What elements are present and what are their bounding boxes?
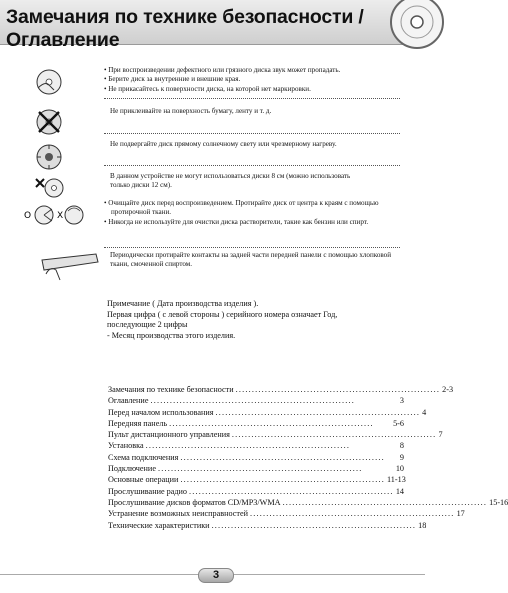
divider (104, 165, 400, 166)
no-sticker-icon (34, 108, 64, 136)
svg-text:O: O (24, 211, 32, 221)
toc-entry[interactable]: Схема подключения ............................................................... 9 (108, 452, 404, 462)
safety-block-1: • При воспроизведении дефектного или грязного диска звук может пропадать. • Берите диск за внутренние и внешние края. • Не прикасайтесь к поверхности диска, на которой нет маркировки. (104, 66, 341, 93)
toc-entry[interactable]: Технические характеристики ............................................................... 18 (108, 520, 427, 530)
page-title: Замечания по технике безопасности / Оглавление (6, 6, 364, 51)
safety-block-2: Не приклеивайте на поверхность бумагу, ленту и т. д. (110, 107, 272, 115)
safety-block-3: Не подвергайте диск прямому солнечному свету или чрезмерному нагреву. (110, 140, 337, 148)
safety-block-4: В данном устройстве не могут использоваться диски 8 см (можно использовать только диски 12 см). (110, 172, 351, 190)
page-header (0, 0, 425, 51)
divider (104, 133, 400, 134)
table-of-contents (108, 385, 508, 532)
toc-entry[interactable]: Устранение возможных неисправностей ............................................................... 17 (108, 509, 465, 519)
panel-cleaning-icon (38, 250, 100, 282)
page-number: 3 (198, 568, 234, 583)
no-sunlight-icon (34, 143, 64, 171)
production-date-note: Примечание ( Дата производства изделия ). Первая цифра ( с левой стороны ) серийного номера означает Год, последующие 2 цифры - Месяц производства этого изделия. (107, 299, 338, 340)
svg-text:X: X (57, 211, 64, 221)
toc-entry[interactable]: Перед началом использования ............................................................... 4 (108, 407, 427, 417)
toc-entry[interactable]: Пульт дистанционного управления ............................................................... 7 (108, 430, 443, 440)
toc-entry[interactable]: Подключение ............................................................... 10 (108, 464, 404, 474)
toc-entry[interactable]: Оглавление ............................................................... 3 (108, 396, 404, 406)
toc-entry[interactable]: Установка ............................................................... 8 (108, 441, 404, 451)
toc-entry[interactable]: Передняя панель ............................................................... 5-6 (108, 418, 404, 428)
no-8cm-disc-icon (34, 173, 64, 201)
safety-block-6: Периодически протирайте контакты на задней части передней панели с помощью хлопковой ткани, смоченной спиртом. (110, 251, 392, 269)
disc-handling-icon (34, 68, 64, 96)
divider (104, 98, 400, 99)
toc-entry[interactable]: Замечания по технике безопасности ............................................................... 2-3 (108, 385, 454, 394)
disc-cleaning-icon (24, 203, 86, 231)
divider (104, 247, 400, 248)
toc-entry[interactable]: Прослушивание радио ............................................................... 14 (108, 486, 404, 496)
safety-block-5: • Очищайте диск перед воспроизведением. Протирайте диск от центра к краям с помощью протирочной ткани. • Никогда не используйте для очистки диска растворители, такие как бензин или спирт. (104, 199, 379, 226)
toc-entry[interactable]: Основные операции ............................................................... 11-13 (108, 475, 406, 485)
toc-entry[interactable]: Прослушивание дисков форматов CD/MP3/WMA ............................................................... 15-16 (108, 497, 508, 507)
disc-decoration-icon (387, 0, 433, 56)
